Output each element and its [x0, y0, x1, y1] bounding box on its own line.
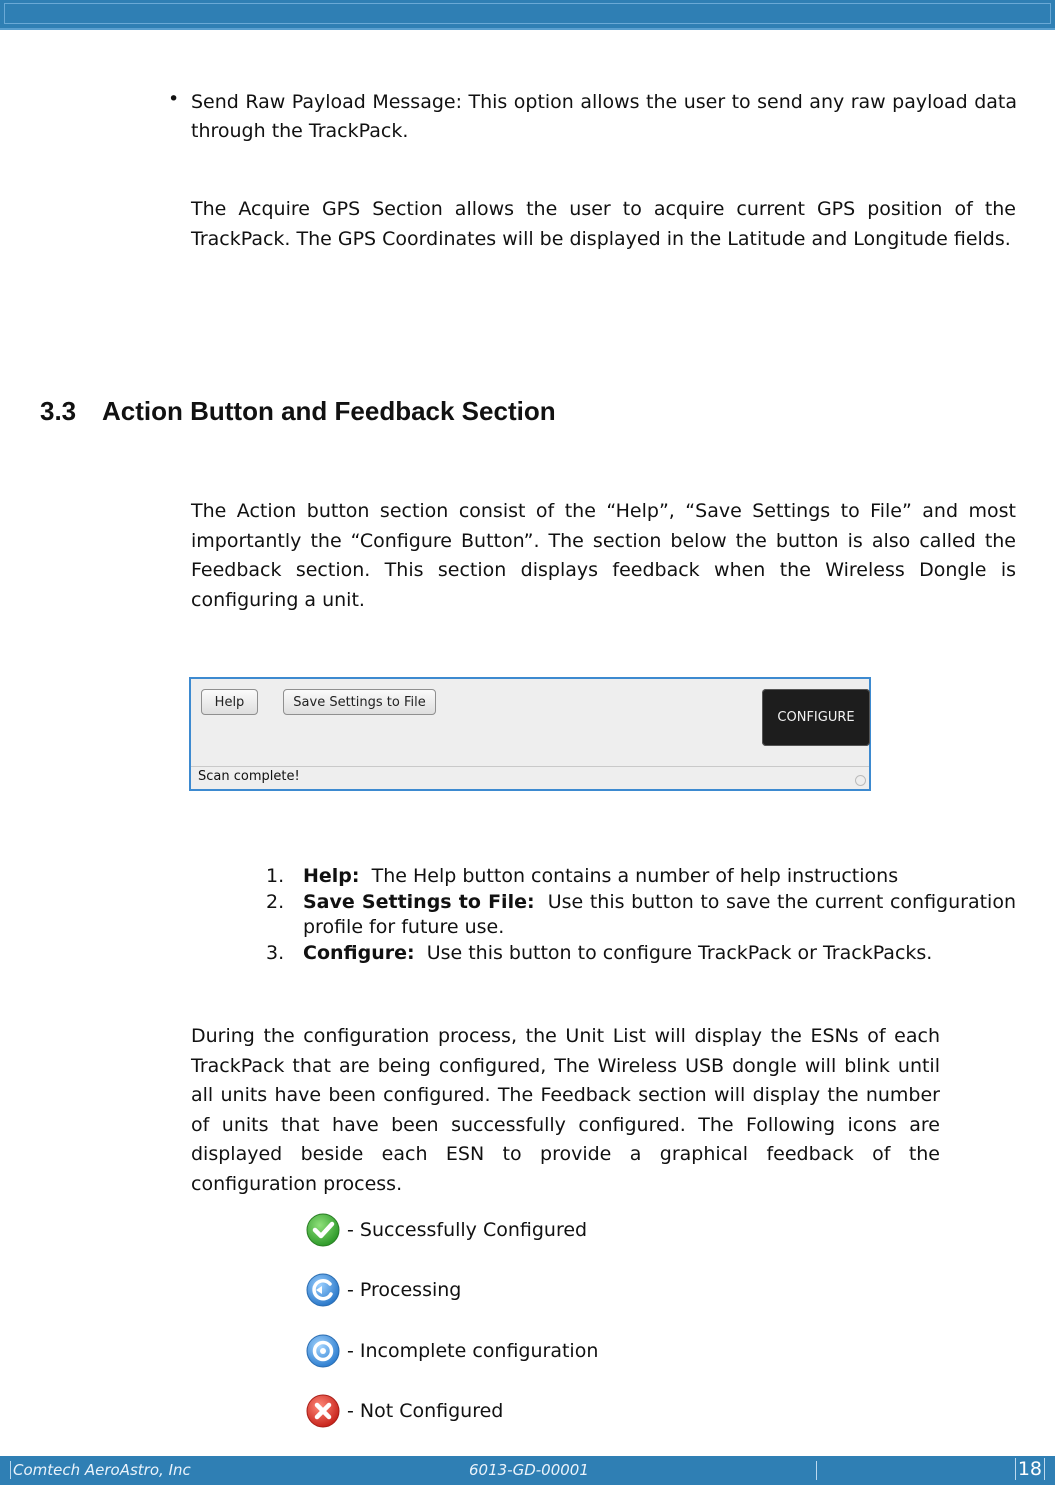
- processing-icon: [305, 1272, 341, 1308]
- feedback-status: Scan complete!: [198, 769, 300, 784]
- legend-label: - Not Configured: [347, 1400, 504, 1422]
- list-desc: The Help button contains a number of help instructions: [371, 865, 899, 887]
- section-heading: [40, 396, 556, 427]
- list-item: [266, 941, 1016, 967]
- error-icon: [305, 1393, 341, 1429]
- legend-item: [305, 1333, 598, 1369]
- section-title: Action Button and Feedback Section: [102, 396, 556, 426]
- list-desc: Use this button to save the current configuration profile for future use.: [303, 890, 1016, 938]
- bullet-text: Send Raw Payload Message: This option allows the user to send any raw payload data through the TrackPack.: [191, 91, 1017, 142]
- footer-divider: [816, 1461, 817, 1480]
- legend-label: - Successfully Configured: [347, 1219, 588, 1241]
- list-number: 2.: [266, 890, 285, 913]
- page-number: 18: [1015, 1458, 1045, 1480]
- configure-button[interactable]: CONFIGURE: [762, 689, 870, 746]
- save-settings-button[interactable]: Save Settings to File: [283, 689, 436, 715]
- legend-label: - Processing: [347, 1279, 462, 1301]
- section-number: 3.3: [40, 396, 77, 426]
- list-term: Save Settings to File:: [303, 890, 535, 913]
- action-section-screenshot: [189, 677, 871, 791]
- legend-label: - Incomplete configuration: [347, 1340, 599, 1362]
- incomplete-icon: [305, 1333, 341, 1369]
- list-number: 3.: [266, 941, 285, 964]
- gps-paragraph: The Acquire GPS Section allows the user to acquire current GPS position of the TrackPack. The GPS Coordinates will be displayed in the Latitude and Longitude fields.: [191, 198, 1016, 250]
- bullet-symbol: •: [168, 88, 180, 110]
- list-term: Configure:: [303, 941, 415, 964]
- list-desc: Use this button to configure TrackPack or TrackPacks.: [426, 941, 933, 964]
- legend-item: [305, 1393, 503, 1429]
- help-button[interactable]: Help: [201, 689, 258, 715]
- footer-doc-number: 6013-GD-00001: [469, 1461, 589, 1479]
- list-term: Help:: [303, 865, 360, 887]
- legend-item: [305, 1272, 461, 1308]
- button-list: [266, 864, 1016, 966]
- feedback-divider: [191, 766, 869, 767]
- resize-icon: [855, 775, 866, 786]
- legend-item: [305, 1212, 587, 1248]
- list-item: [266, 864, 1016, 890]
- list-number: 1.: [266, 865, 285, 887]
- footer-bar: [0, 1456, 1055, 1485]
- config-paragraph: During the configuration process, the Unit List will display the ESNs of each TrackPack that are being configured, The Wireless USB dongle will blink until all units have been configured. The Feedback section will display the number of units that have been successfully configured. The Following icons are displayed beside each ESN to provide a graphical feedback of the configuration process.: [191, 1025, 940, 1195]
- check-icon: [305, 1212, 341, 1248]
- footer-company: Comtech AeroAstro, Inc: [10, 1461, 191, 1479]
- list-item: [266, 890, 1016, 941]
- intro-paragraph: The Action button section consist of the “Help”, “Save Settings to File” and most importantly the “Configure Button”. The section below the button is also called the Feedback section. This section displays feedback when the Wireless Dongle is configuring a unit.: [191, 500, 1016, 611]
- header-bar: [0, 0, 1055, 30]
